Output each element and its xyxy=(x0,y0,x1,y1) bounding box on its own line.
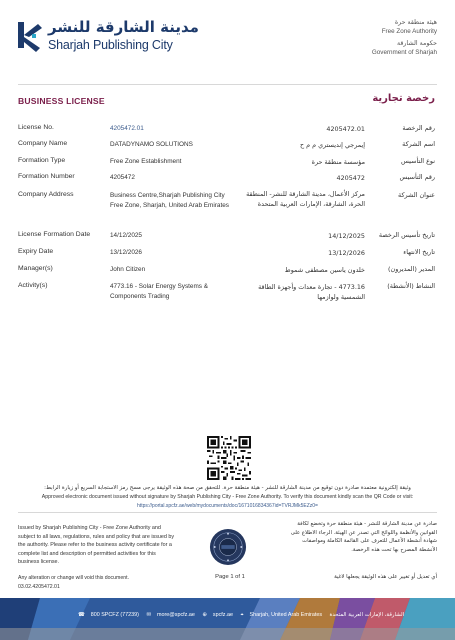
footer-band xyxy=(0,598,455,640)
field-value-company-address: Business Centre,Sharjah Publishing City Free Zone, Sharjah, United Arab Emirates xyxy=(110,192,229,209)
field-label-ar-company-address: عنوان الشركة xyxy=(398,191,435,199)
field-label-ar-expiry-date: تاريخ الانتهاء xyxy=(403,248,435,256)
field-label-company-address: Company Address xyxy=(18,191,74,198)
authority-english-line2: Government of Sharjah xyxy=(371,49,437,56)
alteration-note-arabic: أي تعديل أو تغيير على هذه الوثيقة يجعلها لاغية xyxy=(334,574,437,580)
field-value-ar-formation-type: مؤسسة منطقة حرة xyxy=(311,158,365,166)
field-value-activities: 4773.16 - Solar Energy Systems & Components Trading xyxy=(110,283,209,300)
field-label-managers: Manager(s) xyxy=(18,265,53,272)
field-value-ar-formation-date: 14/12/2025 xyxy=(328,232,365,240)
field-value-formation-number: 4205472 xyxy=(110,174,135,181)
email-icon: ✉ xyxy=(146,612,151,618)
field-label-ar-license-no: رقم الرخصة xyxy=(402,124,435,132)
field-label-ar-activities: النشاط (الأنشطة) xyxy=(387,282,435,290)
alteration-note-english: Any alteration or change will void this document. xyxy=(18,575,130,581)
field-value-ar-expiry-date: 13/12/2026 xyxy=(328,249,365,257)
footer-location-en: Sharjah, United Arab Emirates xyxy=(249,612,323,618)
footer-website[interactable]: spcfz.ae xyxy=(212,612,233,618)
field-value-ar-company-name: إيمرجي إنديستري م م ح xyxy=(299,141,365,149)
field-label-company-name: Company Name xyxy=(18,140,68,147)
field-label-activities: Activity(s) xyxy=(18,282,48,289)
field-value-managers: John Citizen xyxy=(110,266,146,273)
logo-arabic-name: مدينة الشارقة للنشر xyxy=(48,18,199,36)
field-label-formation-type: Formation Type xyxy=(18,157,66,164)
field-label-license-no: License No. xyxy=(18,124,54,131)
field-value-license-no: 4205472.01 xyxy=(110,125,144,132)
field-label-expiry-date: Expiry Date xyxy=(18,248,54,255)
page-number: Page 1 of 1 xyxy=(215,574,245,580)
seal-icon xyxy=(209,528,247,566)
verification-qr-code[interactable] xyxy=(207,436,251,480)
field-value-expiry-date: 13/12/2026 xyxy=(110,249,142,256)
field-value-formation-date: 14/12/2025 xyxy=(110,232,142,239)
field-value-ar-company-address: مركز الأعمال، مدينة الشارقة للنشر- المنطقة الحرة، الشارقة، الإمارات العربية المتحدة xyxy=(246,190,365,208)
authority-english-line1: Free Zone Authority xyxy=(381,28,437,35)
verification-note-english: Approved electronic document issued without signature by Sharjah Publishing City - Free Zone Authority. To verify this document kindly scan the QR Code or visit: xyxy=(41,494,414,500)
field-label-formation-date: License Formation Date xyxy=(18,231,91,238)
logo-icon xyxy=(18,22,44,52)
field-label-ar-managers: المدير (المديرون) xyxy=(388,265,435,273)
title-english: BUSINESS LICENSE xyxy=(18,96,105,106)
field-value-ar-license-no: 4205472.01 xyxy=(326,125,365,133)
field-label-ar-company-name: اسم الشركة xyxy=(402,140,435,148)
field-value-ar-formation-number: 4205472 xyxy=(336,174,365,182)
field-label-formation-number: Formation Number xyxy=(18,173,75,180)
footer-phone[interactable]: 800 SPCFZ (77239) xyxy=(90,612,139,618)
footer-email[interactable]: more@spcfz.ae xyxy=(157,612,195,618)
location-icon: ⌖ xyxy=(240,612,244,618)
verification-link[interactable]: https://portal.spcfz.ae/web/mydocuments/doc/1671016834367id=TVRJMk5EZz0= xyxy=(137,503,318,509)
issued-by-arabic: صادرة عن مدينة الشارقة للنشر - هيئة منطقة حرة وتخضع لكافة القوانين والأنظمة واللوائح التي تصدر عن الهيئة. الرجاء الاطلاع على شهادة أنشطة الأعمال للتعرف على القائمة الكاملة ومواصفات الأنشطة المصرح بها تحت هذه الرخصة. xyxy=(290,521,437,553)
field-label-ar-formation-date: تاريخ تأسيس الرخصة xyxy=(378,231,435,239)
authority-arabic-line1: هيئة منطقة حرة xyxy=(394,19,437,26)
title-arabic: رخصة تجارية xyxy=(372,93,435,104)
logo-english-name: Sharjah Publishing City xyxy=(48,38,173,52)
verification-note-arabic: وثيقة إلكترونية معتمدة صادرة دون توقيع من مدينة الشارقة للنشر - هيئة منطقة حرة. للتحقق من صحة هذه الوثيقة يرجى مسح رمز الاستجابة السريع أو زيارة الرابط: xyxy=(44,485,411,491)
field-value-formation-type: Free Zone Establishment xyxy=(110,158,182,165)
field-label-ar-formation-number: رقم التأسيس xyxy=(399,173,435,181)
phone-icon: ☎ xyxy=(78,612,85,618)
issued-by-english: Issued by Sharjah Publishing City - Free Zone Authority and subject to all laws, regulations, rules and policy that are issued by the authority. Please refer to the business activity certificate for a complete list and description of permitted activities for this business license. xyxy=(18,525,175,566)
field-value-ar-managers: خلدون ياسين مصطفى شموط xyxy=(284,266,365,274)
field-value-company-name: DATADYNAMO SOLUTIONS xyxy=(110,141,193,148)
footer-location-ar: الشارقة، الإمارات العربية المتحدة xyxy=(329,612,405,618)
footer-contact xyxy=(78,612,410,619)
field-value-ar-activities: 4773.16 - تجارة معدات وأجهزة الطاقة الشمسية ولوازمها xyxy=(258,283,365,301)
field-label-ar-formation-type: نوع التأسيس xyxy=(401,157,435,165)
header-divider xyxy=(18,84,437,85)
document-id: 03.02.4205472.01 xyxy=(18,584,60,590)
footer-divider xyxy=(18,512,437,513)
authority-arabic-line2: حكومة الشارقة xyxy=(396,40,437,47)
web-icon: ⊕ xyxy=(202,612,207,618)
